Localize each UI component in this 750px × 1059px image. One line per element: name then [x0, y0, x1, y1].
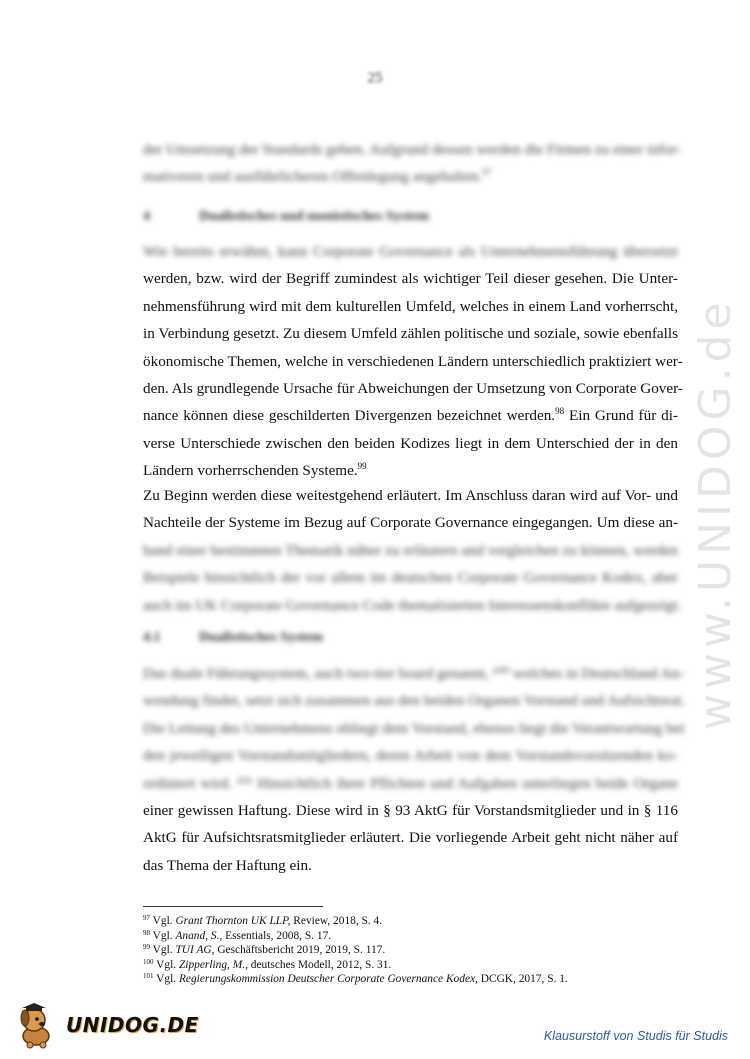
paragraph-2 [143, 482, 682, 619]
text-line: werden, bzw. wird der Begriff zumindest als wichtiger Teil dieser gesehen. Die Unter- [143, 270, 678, 288]
text-line-blurred: hand einer bestimmten Thematik näher zu erläutern und vergleichen zu können, werden [143, 541, 678, 559]
text-line: das Thema der Haftung ein. [143, 856, 312, 874]
paragraph-intro-blurred [143, 136, 682, 191]
text-line-blurred: wendung findet, setzt sich zusammen aus den beiden Organen Vorstand und Aufsichtsrat. [143, 692, 685, 710]
paragraph-3 [143, 660, 685, 879]
unidog-logo[interactable] [14, 1000, 199, 1050]
section-heading-4: 4 Dualistisches und monistisches System [143, 209, 429, 224]
dog-icon [14, 1000, 64, 1050]
text-line: AktG für Aufsichtsratsmitglieder erläutert. Die vorliegende Arbeit geht nicht näher auf [143, 829, 678, 847]
text-line-blurred: Beispiele hinsichtlich der vor allem im deutschen Corporate Governance Kodex, aber [143, 569, 678, 587]
footnote: $^{98}$ Vgl. Anand, S., Essentials, 2008, S. 17. [143, 928, 332, 942]
footnotes [143, 914, 683, 987]
paragraph-1 [143, 238, 683, 485]
text-line: mativeren und ausführlicheren Offenlegung angehalten.$^{97}$ [143, 167, 492, 186]
text-line: der Umsetzung der Standards geben. Aufgrund dessen werden die Firmen zu einer infor- [143, 141, 682, 158]
footnote-rule [143, 906, 323, 907]
watermark: www.UNIDOG.de [690, 297, 741, 730]
footnote: $^{100}$ Vgl. Zipperling, M., deutsches Modell, 2012, S. 31. [143, 957, 392, 971]
text-line-blurred: Die Leitung des Unternehmens obliegt dem Vorstand, ebenso liegt die Verantwortung bei [143, 719, 685, 737]
page-number: 25 [367, 70, 383, 86]
text-line: nance können diese geschilderten Divergenzen bezeichnet werden.$^{98}$ Ein Grund für di- [143, 406, 678, 425]
text-line-blurred: Wie bereits erwähnt, kann Corporate Governance als Unternehmensführung übersetzt [143, 243, 678, 260]
tagline: Klausurstoff von Studis für Studis [543, 1029, 728, 1043]
footnote-ref: 98 [555, 406, 565, 417]
text-line: Nachteile der Systeme im Bezug auf Corporate Governance eingegangen. Um diese an- [143, 514, 678, 532]
text-line-blurred: den jeweiligen Vorstandsmitgliedern, deren Arbeit von dem Vorstandsvorsitzenden ko- [143, 747, 678, 765]
section-heading-4-1: 4.1 Dualistisches System [143, 630, 324, 645]
footnote-ref: 99 [357, 461, 367, 472]
text-line: einer gewissen Haftung. Diese wird in § 93 AktG für Vorstandsmitglieder und in § 116 [143, 801, 678, 819]
text-line: ökonomische Themen, welche in verschiedenen Ländern unterschiedlich praktiziert wer- [143, 352, 683, 370]
text-line: den. Als grundlegende Ursache für Abweichungen der Umsetzung von Corporate Gover- [143, 379, 683, 397]
text-line-blurred: ordiniert wird. ¹⁰¹ Hinsichtlich ihrer Pflichten und Aufgaben unterliegen beide Organe [143, 774, 678, 792]
footnote: $^{99}$ Vgl. TUI AG, Geschäftsbericht 2019, 2019, S. 117. [143, 943, 386, 957]
logo-text: UNIDOG.DE [66, 1013, 199, 1037]
footnote: $^{101}$ Vgl. Regierungskommission Deutscher Corporate Governance Kodex, DCGK, 2017, S. 1. [143, 972, 568, 986]
text-line: in Verbindung gesetzt. Zu diesem Umfeld zählen politische und soziale, sowie ebenfalls [143, 325, 678, 343]
text-line: Ländern vorherrschenden Systeme.$^{99}$ [143, 461, 367, 480]
text-line-blurred: auch im UK Corporate Governance Code thematisierten Interessenskonflikte aufgezeigt. [143, 596, 682, 614]
text-line: Zu Beginn werden diese weitestgehend erläutert. Im Anschluss daran wird auf Vor- und [143, 487, 678, 504]
footnote: $^{97}$ Vgl. Grant Thornton UK LLP, Review, 2018, S. 4. [143, 914, 383, 927]
text-line: nehmensführung wird mit dem kulturellen Umfeld, welches in einem Land vorherrscht, [143, 297, 678, 315]
text-line-blurred: Das duale Führungssystem, auch two-tier board genannt, ¹⁰⁰ welches in Deutschland An- [143, 665, 684, 682]
text-line: verse Unterschiede zwischen den beiden Kodizes liegt in dem Unterschied der in den [143, 434, 678, 452]
